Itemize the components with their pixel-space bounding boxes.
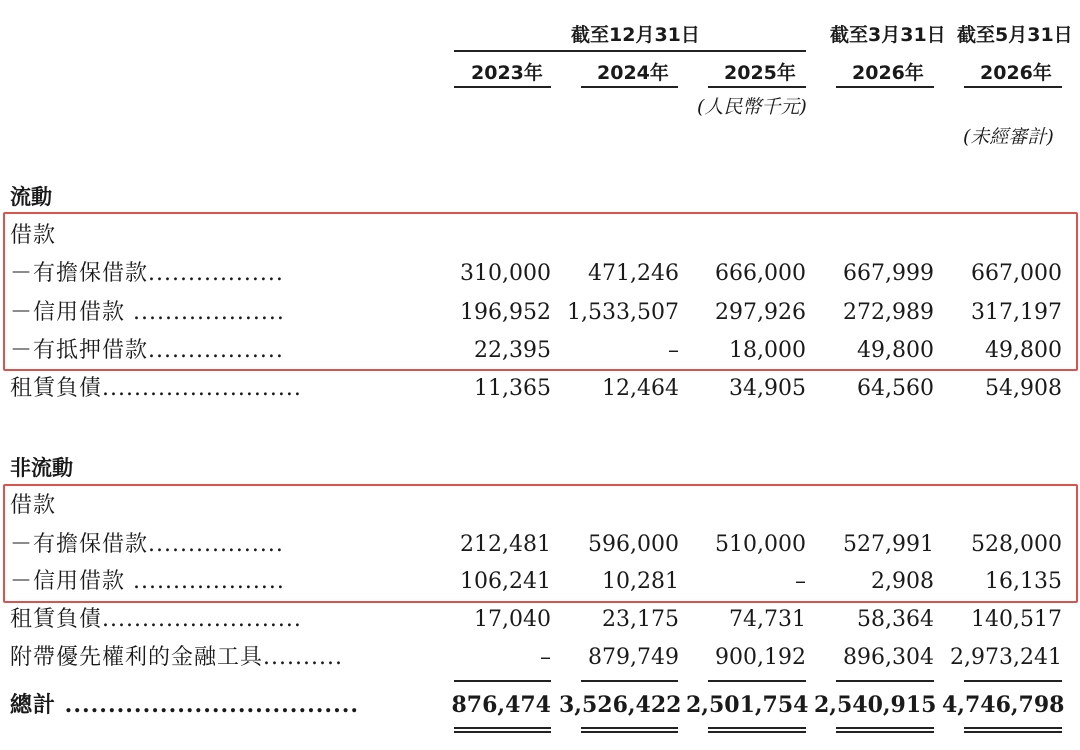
cell-2024: 12,464 (602, 376, 679, 401)
noncurrent-borrowings-label: 借款 (10, 493, 57, 518)
total-double-rule-2023 (454, 727, 551, 733)
cell-2023: 106,241 (460, 569, 551, 594)
cell-2026-mar: 49,800 (857, 338, 934, 363)
total-double-rule-2024 (581, 727, 678, 733)
total-2024: 3,526,422 (559, 692, 682, 718)
row-label: －有擔保借款................. (10, 532, 284, 557)
cell-2023: 310,000 (460, 261, 551, 286)
cell-2025: 74,731 (729, 607, 806, 632)
cell-2023: – (540, 645, 551, 670)
cell-2023: 22,395 (474, 338, 551, 363)
cell-2023: 196,952 (460, 300, 551, 325)
cell-2025: – (795, 569, 806, 594)
current-borrowings-label: 借款 (10, 223, 57, 248)
cell-2026-may: 49,800 (985, 338, 1062, 363)
cell-2025: 900,192 (715, 645, 806, 670)
total-double-rule-2025 (708, 727, 806, 733)
header-group-dec31-rule (454, 50, 806, 52)
unit-note: (人民幣千元) (697, 96, 807, 118)
cell-2023: 11,365 (474, 376, 551, 401)
noncurrent-borrowings-heading-row (0, 489, 1080, 523)
total-top-rule-2025 (708, 680, 806, 682)
header-group-mar31: 截至3月31日 (830, 24, 946, 46)
section-title-current: 流動 (10, 185, 52, 209)
cell-2025: 18,000 (729, 338, 806, 363)
header-rule-2024 (581, 86, 678, 88)
total-top-rule-2026-mar (836, 680, 934, 682)
cell-2026-may: 54,908 (985, 376, 1062, 401)
row-label: －有抵押借款................. (10, 338, 284, 363)
total-row (0, 688, 1080, 722)
table-row (0, 334, 1080, 368)
header-year-2026-mar: 2026年 (852, 62, 924, 84)
table-row (0, 528, 1080, 562)
table-row (0, 372, 1080, 406)
header-rule-2025 (708, 86, 806, 88)
cell-2026-mar: 272,989 (843, 300, 934, 325)
row-label: 租賃負債......................... (10, 376, 302, 401)
cell-2026-may: 2,973,241 (950, 645, 1062, 670)
total-top-rule-2026-may (964, 680, 1062, 682)
cell-2026-may: 317,197 (971, 300, 1062, 325)
unaudited-note: (未經審計) (963, 126, 1054, 148)
cell-2024: 596,000 (588, 532, 679, 557)
table-row (0, 603, 1080, 637)
cell-2026-mar: 64,560 (857, 376, 934, 401)
cell-2024: 879,749 (588, 645, 679, 670)
cell-2024: 471,246 (588, 261, 679, 286)
header-year-2026-may: 2026年 (980, 62, 1052, 84)
row-label: －有擔保借款................. (10, 261, 284, 286)
header-rule-2026-mar (836, 86, 934, 88)
total-2025: 2,501,754 (686, 692, 809, 718)
header-year-2025: 2025年 (724, 62, 796, 84)
cell-2023: 212,481 (460, 532, 551, 557)
row-label: 租賃負債......................... (10, 607, 302, 632)
cell-2026-mar: 896,304 (843, 645, 934, 670)
row-label: 附帶優先權利的金融工具.......... (10, 645, 343, 670)
total-double-rule-2026-mar (836, 727, 934, 733)
current-borrowings-heading-row (0, 219, 1080, 253)
table-row (0, 641, 1080, 675)
total-top-rule-2023 (454, 680, 551, 682)
header-year-2023: 2023年 (471, 62, 543, 84)
cell-2026-may: 667,000 (971, 261, 1062, 286)
header-rule-2023 (454, 86, 551, 88)
cell-2025: 297,926 (715, 300, 806, 325)
header-group-dec31: 截至12月31日 (571, 24, 700, 46)
cell-2026-mar: 58,364 (857, 607, 934, 632)
total-2026-may: 4,746,798 (942, 692, 1065, 718)
cell-2024: 10,281 (602, 569, 679, 594)
cell-2024: – (668, 338, 679, 363)
header-rule-2026-may (964, 86, 1062, 88)
cell-2026-mar: 667,999 (843, 261, 934, 286)
cell-2025: 510,000 (715, 532, 806, 557)
table-row (0, 257, 1080, 291)
table-row (0, 296, 1080, 330)
row-label: －信用借款 ................... (10, 569, 285, 594)
total-top-rule-2024 (581, 680, 678, 682)
cell-2026-mar: 527,991 (843, 532, 934, 557)
cell-2023: 17,040 (474, 607, 551, 632)
cell-2024: 23,175 (602, 607, 679, 632)
cell-2026-may: 528,000 (971, 532, 1062, 557)
cell-2026-may: 140,517 (971, 607, 1062, 632)
cell-2025: 666,000 (715, 261, 806, 286)
row-label: －信用借款 ................... (10, 300, 285, 325)
cell-2026-may: 16,135 (985, 569, 1062, 594)
total-label: 總計 .................................. (10, 692, 360, 718)
total-2026-mar: 2,540,915 (814, 692, 937, 718)
total-2023: 876,474 (451, 692, 551, 718)
header-year-2024: 2024年 (597, 62, 669, 84)
cell-2025: 34,905 (729, 376, 806, 401)
section-title-noncurrent: 非流動 (10, 456, 73, 480)
cell-2026-mar: 2,908 (871, 569, 934, 594)
cell-2024: 1,533,507 (567, 300, 679, 325)
header-group-may31: 截至5月31日 (957, 24, 1073, 46)
total-double-rule-2026-may (964, 727, 1062, 733)
table-row (0, 565, 1080, 599)
